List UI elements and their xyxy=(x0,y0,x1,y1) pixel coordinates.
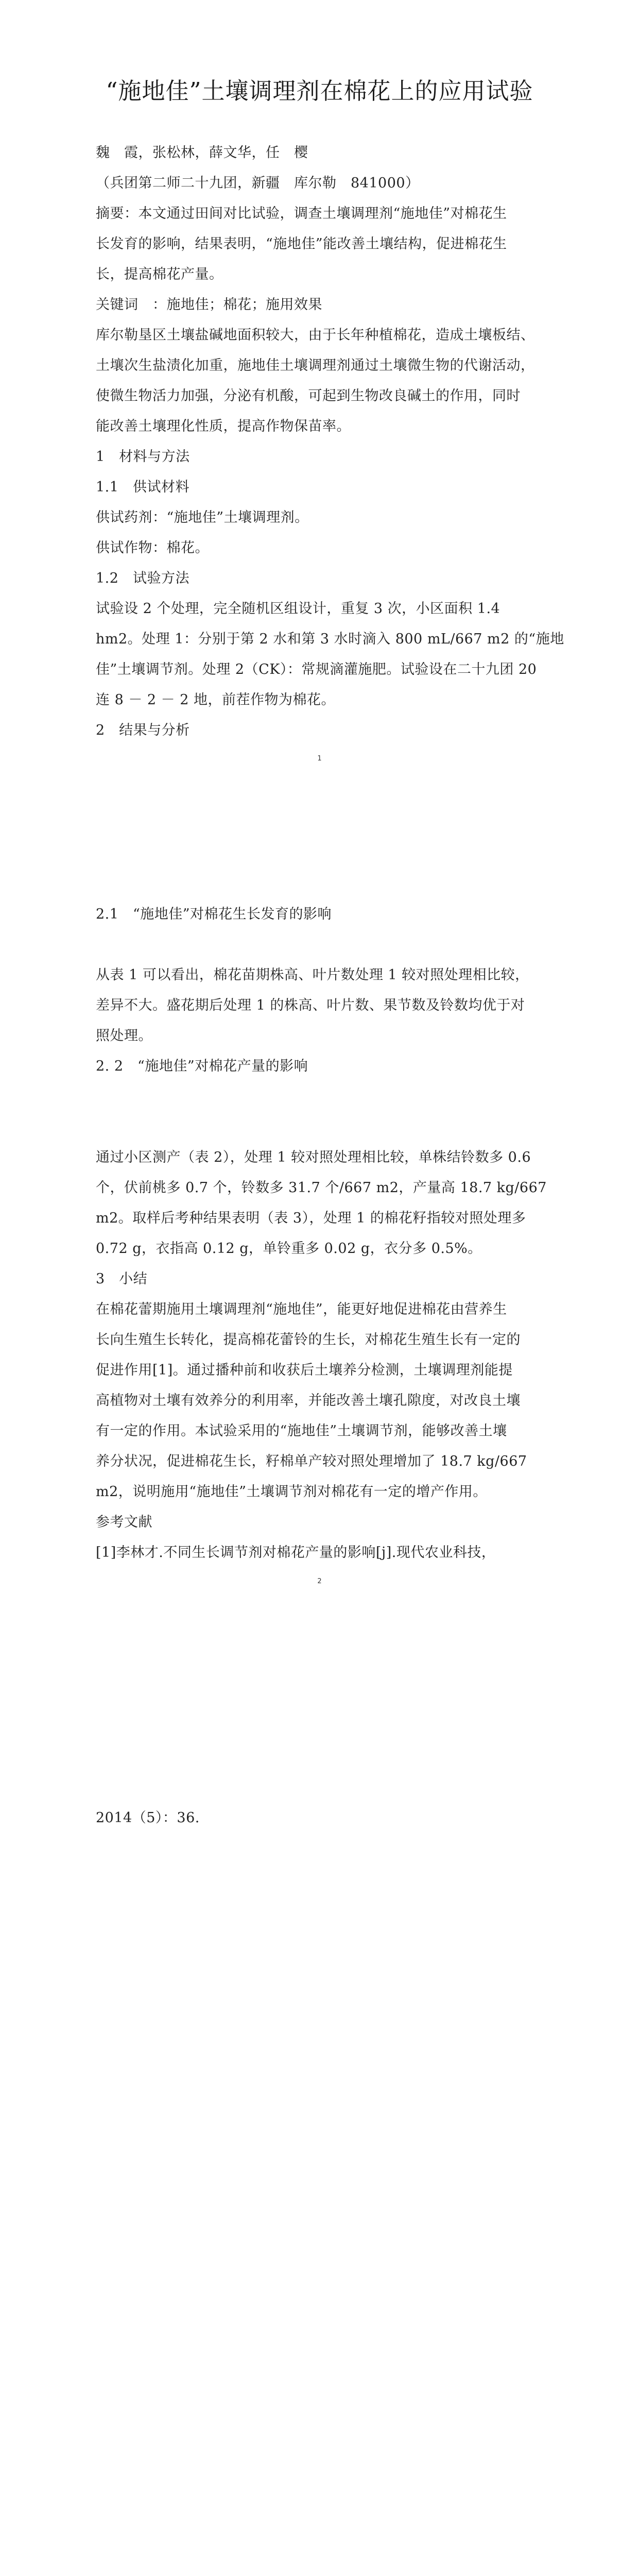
result-line: 照处理。 xyxy=(96,1028,152,1044)
method-line: 佳”土壤调节剂。处理 2（CK）：常规滴灌施肥。试验设在二十九团 20 xyxy=(96,662,537,677)
yield-line: 个，伏前桃多 0.7 个，铃数多 31.7 个/667 m2，产量高 18.7 kg/667 xyxy=(96,1180,547,1196)
yield-line: m2。取样后考种结果表明（表 3），处理 1 的棉花籽指较对照处理多 xyxy=(96,1210,526,1226)
paper-title: “施地佳”土壤调理剂在棉花上的应用试验 xyxy=(106,77,533,105)
intro-line: 库尔勒垦区土壤盐碱地面积较大，由于长年种植棉花，造成土壤板结、 xyxy=(96,327,535,343)
section-heading-3: 3 小结 xyxy=(96,1271,148,1287)
yield-line: 0.72 g，衣指高 0.12 g，单铃重多 0.02 g，衣分多 0.5%。 xyxy=(96,1241,482,1257)
section-heading-1-1: 1.1 供试材料 xyxy=(96,479,189,495)
conclusion-line: 长向生殖生长转化，提高棉花蕾铃的生长，对棉花生殖生长有一定的 xyxy=(96,1332,521,1348)
section-heading-2-2: 2. 2 “施地佳”对棉花产量的影响 xyxy=(96,1058,308,1074)
method-line: hm2。处理 1：分别于第 2 水和第 3 水时滴入 800 mL/667 m2 的“施地 xyxy=(96,631,564,647)
result-line: 从表 1 可以看出，棉花苗期株高、叶片数处理 1 较对照处理相比较， xyxy=(96,967,529,983)
intro-line: 土壤次生盐渍化加重，施地佳土壤调理剂通过土壤微生物的代谢活动， xyxy=(96,358,535,374)
section-heading-1-2: 1.2 试验方法 xyxy=(96,570,189,586)
conclusion-line: 高植物对土壤有效养分的利用率，并能改善土壤孔隙度，对改良土壤 xyxy=(96,1393,521,1409)
section-heading-1: 1 材料与方法 xyxy=(96,449,190,465)
test-crop: 供试作物：棉花。 xyxy=(96,540,209,556)
reference-item-continued: 2014（5）：36. xyxy=(96,1810,200,1826)
test-agent: 供试药剂：“施地佳”土壤调理剂。 xyxy=(96,510,309,526)
conclusion-line: 在棉花蕾期施用土壤调理剂“施地佳”，能更好地促进棉花由营养生 xyxy=(96,1301,507,1317)
intro-line: 使微生物活力加强，分泌有机酸，可起到生物改良碱土的作用，同时 xyxy=(96,388,521,404)
section-heading-2-1: 2.1 “施地佳”对棉花生长发育的影响 xyxy=(96,906,332,922)
reference-item: [1]李林才.不同生长调节剂对棉花产量的影响[j].现代农业科技， xyxy=(96,1545,496,1561)
method-line: 试验设 2 个处理，完全随机区组设计，重复 3 次，小区面积 1.4 xyxy=(96,601,500,617)
references-heading: 参考文献 xyxy=(96,1514,152,1530)
yield-line: 通过小区测产（表 2），处理 1 较对照处理相比较，单株结铃数多 0.6 xyxy=(96,1149,531,1165)
conclusion-line: 有一定的作用。本试验采用的“施地佳”土壤调节剂，能够改善土壤 xyxy=(96,1423,507,1439)
abstract-line: 长，提高棉花产量。 xyxy=(96,266,223,282)
conclusion-line: m2，说明施用“施地佳”土壤调节剂对棉花有一定的增产作用。 xyxy=(96,1484,487,1500)
page-number: 2 xyxy=(317,1578,322,1585)
page-3 xyxy=(0,1807,639,2576)
abstract-line: 长发育的影响，结果表明，“施地佳”能改善土壤结构，促进棉花生 xyxy=(96,236,507,252)
conclusion-line: 养分状况，促进棉花生长，籽棉单产较对照处理增加了 18.7 kg/667 xyxy=(96,1453,527,1469)
authors: 魏 霞，张松林，薛文华，任 樱 xyxy=(96,145,308,161)
conclusion-line: 促进作用[1]。通过播种前和收获后土壤养分检测，土壤调理剂能提 xyxy=(96,1362,513,1378)
page-number: 1 xyxy=(317,755,322,762)
affiliation: （兵团第二师二十九团，新疆 库尔勒 841000） xyxy=(96,175,420,191)
abstract-line: 摘要：本文通过田间对比试验，调查土壤调理剂“施地佳”对棉花生 xyxy=(96,206,507,222)
method-line: 连 8 － 2 － 2 地，前茬作物为棉花。 xyxy=(96,692,336,708)
result-line: 差异不大。盛花期后处理 1 的株高、叶片数、果节数及铃数均优于对 xyxy=(96,997,525,1013)
intro-line: 能改善土壤理化性质，提高作物保苗率。 xyxy=(96,418,351,434)
section-heading-2: 2 结果与分析 xyxy=(96,722,190,738)
keywords: 关键词 ：施地佳；棉花；施用效果 xyxy=(96,297,322,313)
